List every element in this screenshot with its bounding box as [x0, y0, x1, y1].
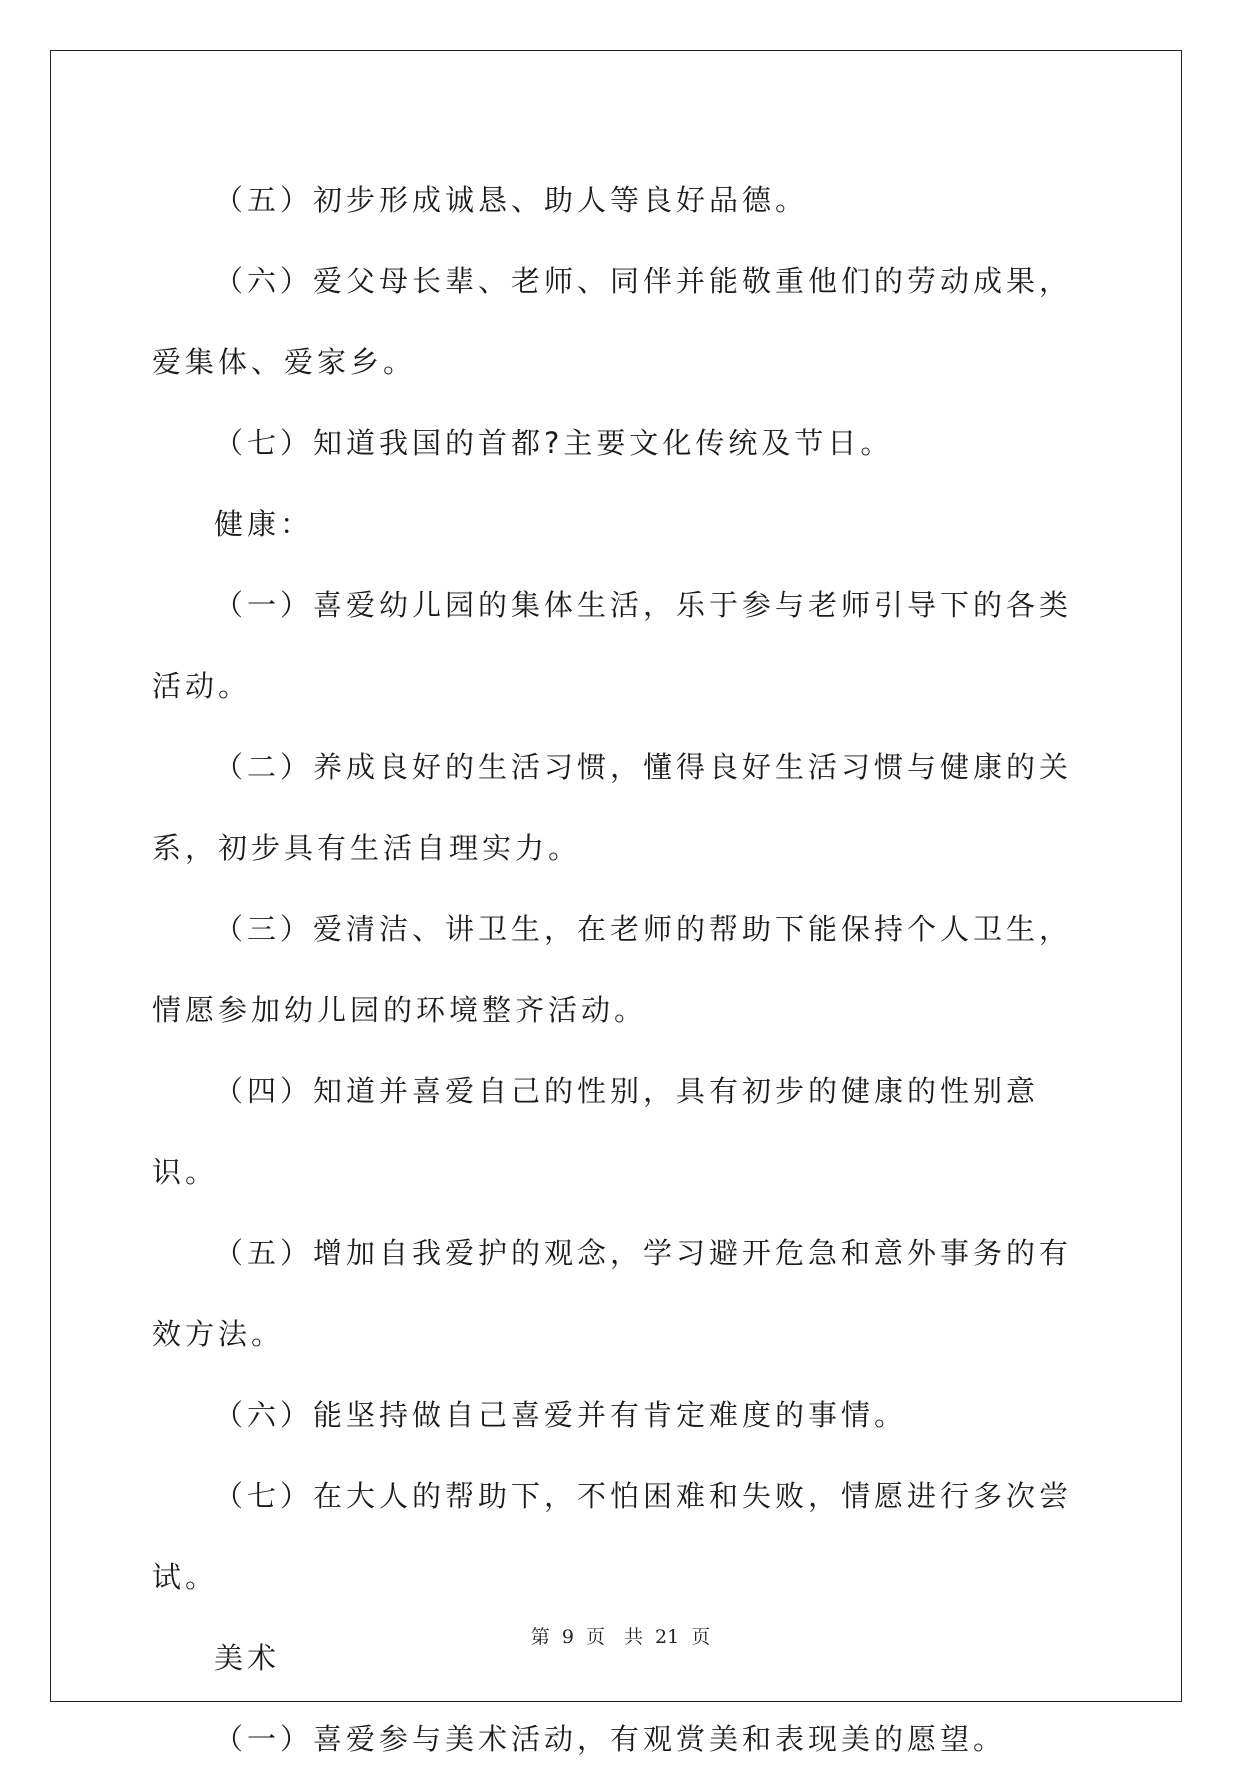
document-body: [152, 160, 1092, 1780]
paragraph: （五）增加自我爱护的观念，学习避开危急和意外事务的有效方法。: [152, 1236, 1073, 1351]
paragraph: （一）喜爱幼儿园的集体生活，乐于参与老师引导下的各类活动。: [152, 588, 1073, 703]
paragraph: （五）初步形成诚恳、助人等良好品德。: [214, 183, 809, 217]
paragraph: （六）爱父母长辈、老师、同伴并能敬重他们的劳动成果，爱集体、爱家乡。: [152, 264, 1073, 379]
paragraph: （二）养成良好的生活习惯，懂得良好生活习惯与健康的关系，初步具有生活自理实力。: [152, 750, 1073, 865]
paragraph: （三）爱清洁、讲卫生，在老师的帮助下能保持个人卫生，情愿参加幼儿园的环境整齐活动。: [152, 912, 1073, 1027]
section-heading: 美术: [214, 1641, 281, 1675]
paragraph: （六）能坚持做自己喜爱并有肯定难度的事情。: [214, 1398, 908, 1432]
paragraph: （四）知道并喜爱自己的性别，具有初步的健康的性别意识。: [152, 1074, 1040, 1189]
paragraph: （七）在大人的帮助下，不怕困难和失败，情愿进行多次尝试。: [152, 1479, 1073, 1594]
section-heading: 健康：: [214, 507, 314, 541]
page-number-footer: 第 9 页 共 21 页: [530, 1626, 711, 1648]
paragraph: （七）知道我国的首都?主要文化传统及节日。: [214, 426, 894, 460]
paragraph: （一）喜爱参与美术活动，有观赏美和表现美的愿望。: [214, 1722, 1007, 1756]
